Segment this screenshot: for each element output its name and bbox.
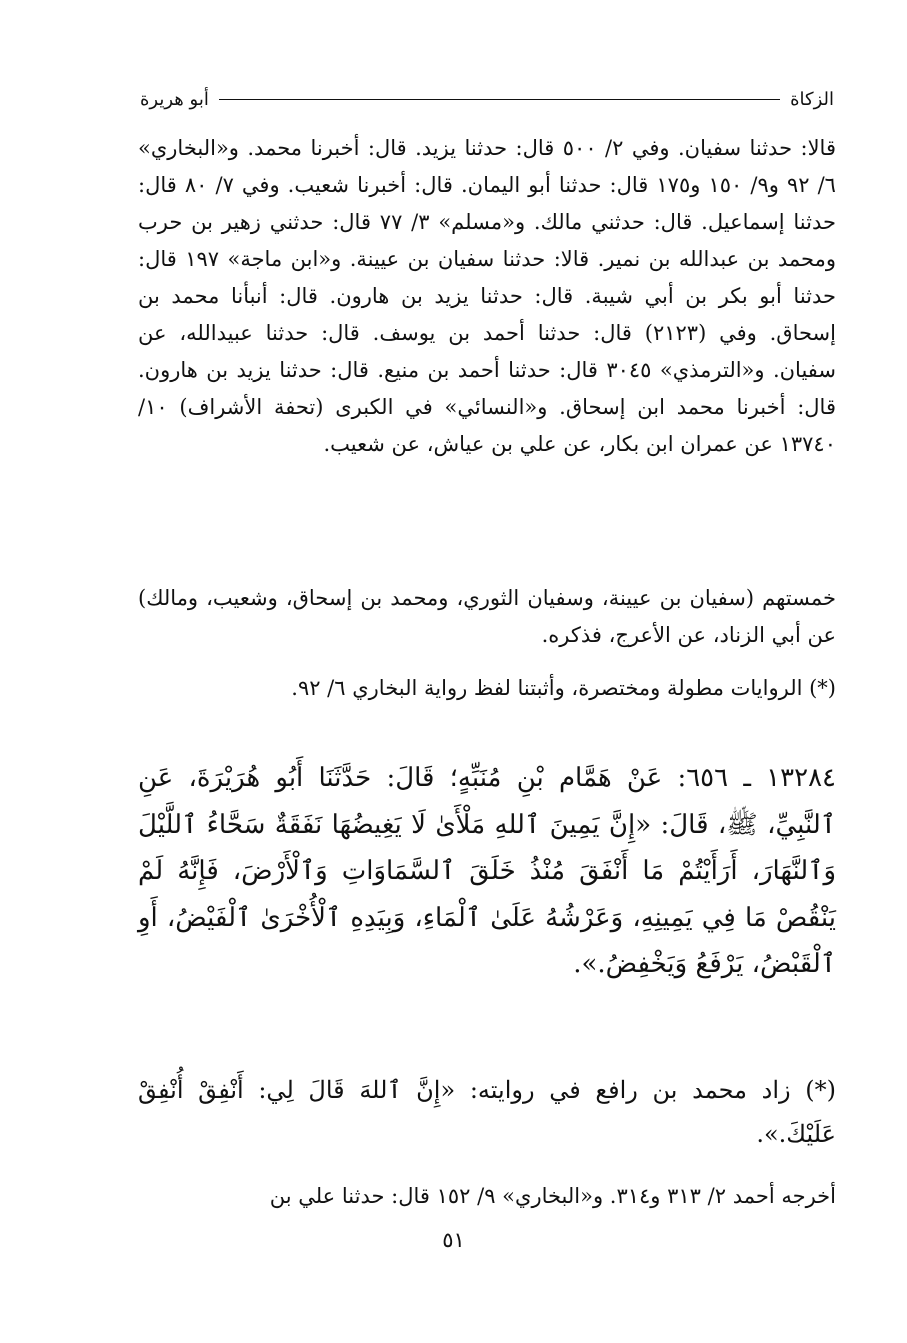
addition-note-block xyxy=(138,1068,836,1156)
summary-text: خمستهم (سفيان بن عيينة، وسفيان الثوري، ومحمد بن إسحاق، وشعيب، ومالك) عن أبي الزناد، عن الأعرج، فذكره. xyxy=(138,586,836,647)
chapter-title: الزكاة xyxy=(790,88,834,110)
takhrij-text: أخرجه أحمد ٢/ ٣١٣ و٣١٤. و«البخاري» ٩/ ١٥٢ قال: حدثنا علي بن xyxy=(269,1184,836,1208)
running-header xyxy=(140,86,834,112)
hadith-text: ١٣٢٨٤ ـ ٦٥٦: عَنْ هَمَّام بْنِ مُنَبِّهٍ؛ قَالَ: حَدَّثَنَا أَبُو هُرَيْرَةَ، عَنِ ٱلنَّبِيِّ، ﷺ، قَالَ: «إِنَّ يَمِينَ ٱللهِ مَلْأَىٰ لَا يَغِيضُهَا نَفَقَةٌ سَحَّاءُ ٱللَّيْلَ وَٱلنَّهَارَ، أَرَأَيْتُمْ مَا أَنْفَقَ مُنْذُ خَلَقَ ٱلسَّمَاوَاتِ وَٱلْأَرْضَ، فَإِنَّهُ لَمْ يَنْقُصْ مَا فِي يَمِينِهِ، وَعَرْشُهُ عَلَىٰ ٱلْمَاءِ، وَبِيَدِهِ ٱلْأُخْرَىٰ ٱلْفَيْضُ، أَوِ ٱلْقَبْضُ، يَرْفَعُ وَيَخْفِضُ.». xyxy=(138,763,836,979)
page-number: ٥١ xyxy=(442,1228,465,1252)
riwayat-note-text: (*) الروايات مطولة ومختصرة، وأثبتنا لفظ رواية البخاري ٦/ ٩٢. xyxy=(291,676,836,700)
riwayat-note-paragraph xyxy=(138,670,836,707)
addition-note-text: (*) زاد محمد بن رافع في روايته: «إِنَّ ٱللهَ قَالَ لِي: أَنْفِقْ أُنْفِقْ عَلَيْكَ.». xyxy=(138,1076,836,1148)
header-rule xyxy=(219,99,780,100)
hadith-block xyxy=(138,755,836,988)
takhrij-block xyxy=(138,1178,836,1215)
chain-of-narration-paragraph xyxy=(138,130,836,463)
chain-text: قالا: حدثنا سفيان. وفي ٢/ ٥٠٠ قال: حدثنا يزيد. قال: أخبرنا محمد. و«البخاري» ٦/ ٩٢ و٩/ ١٥٠ و١٧٥ قال: حدثنا أبو اليمان. قال: أخبرنا شعيب. وفي ٧/ ٨٠ قال: حدثنا إسماعيل. قال: حدثني مالك. و«مسلم» ٣/ ٧٧ قال: حدثني زهير بن حرب ومحمد بن عبدالله بن نمير. قالا: حدثنا سفيان بن عيينة. و«ابن ماجة» ١٩٧ قال: حدثنا أبو بكر بن أبي شيبة. قال: حدثنا يزيد بن هارون. قال: أنبأنا محمد بن إسحاق. وفي (٢١٢٣) قال: حدثنا أحمد بن يوسف. قال: حدثنا عبيدالله، عن سفيان. و«الترمذي» ٣٠٤٥ قال: حدثنا أحمد بن منيع. قال: حدثنا يزيد بن هارون. قال: أخبرنا محمد ابن إسحاق. و«النسائي» في الكبرى (تحفة الأشراف) ١٠/ ١٣٧٤٠ عن عمران ابن بكار، عن علي بن عياش، عن شعيب. xyxy=(138,136,836,456)
summary-paragraph xyxy=(138,580,836,654)
narrator-name: أبو هريرة xyxy=(140,88,209,110)
